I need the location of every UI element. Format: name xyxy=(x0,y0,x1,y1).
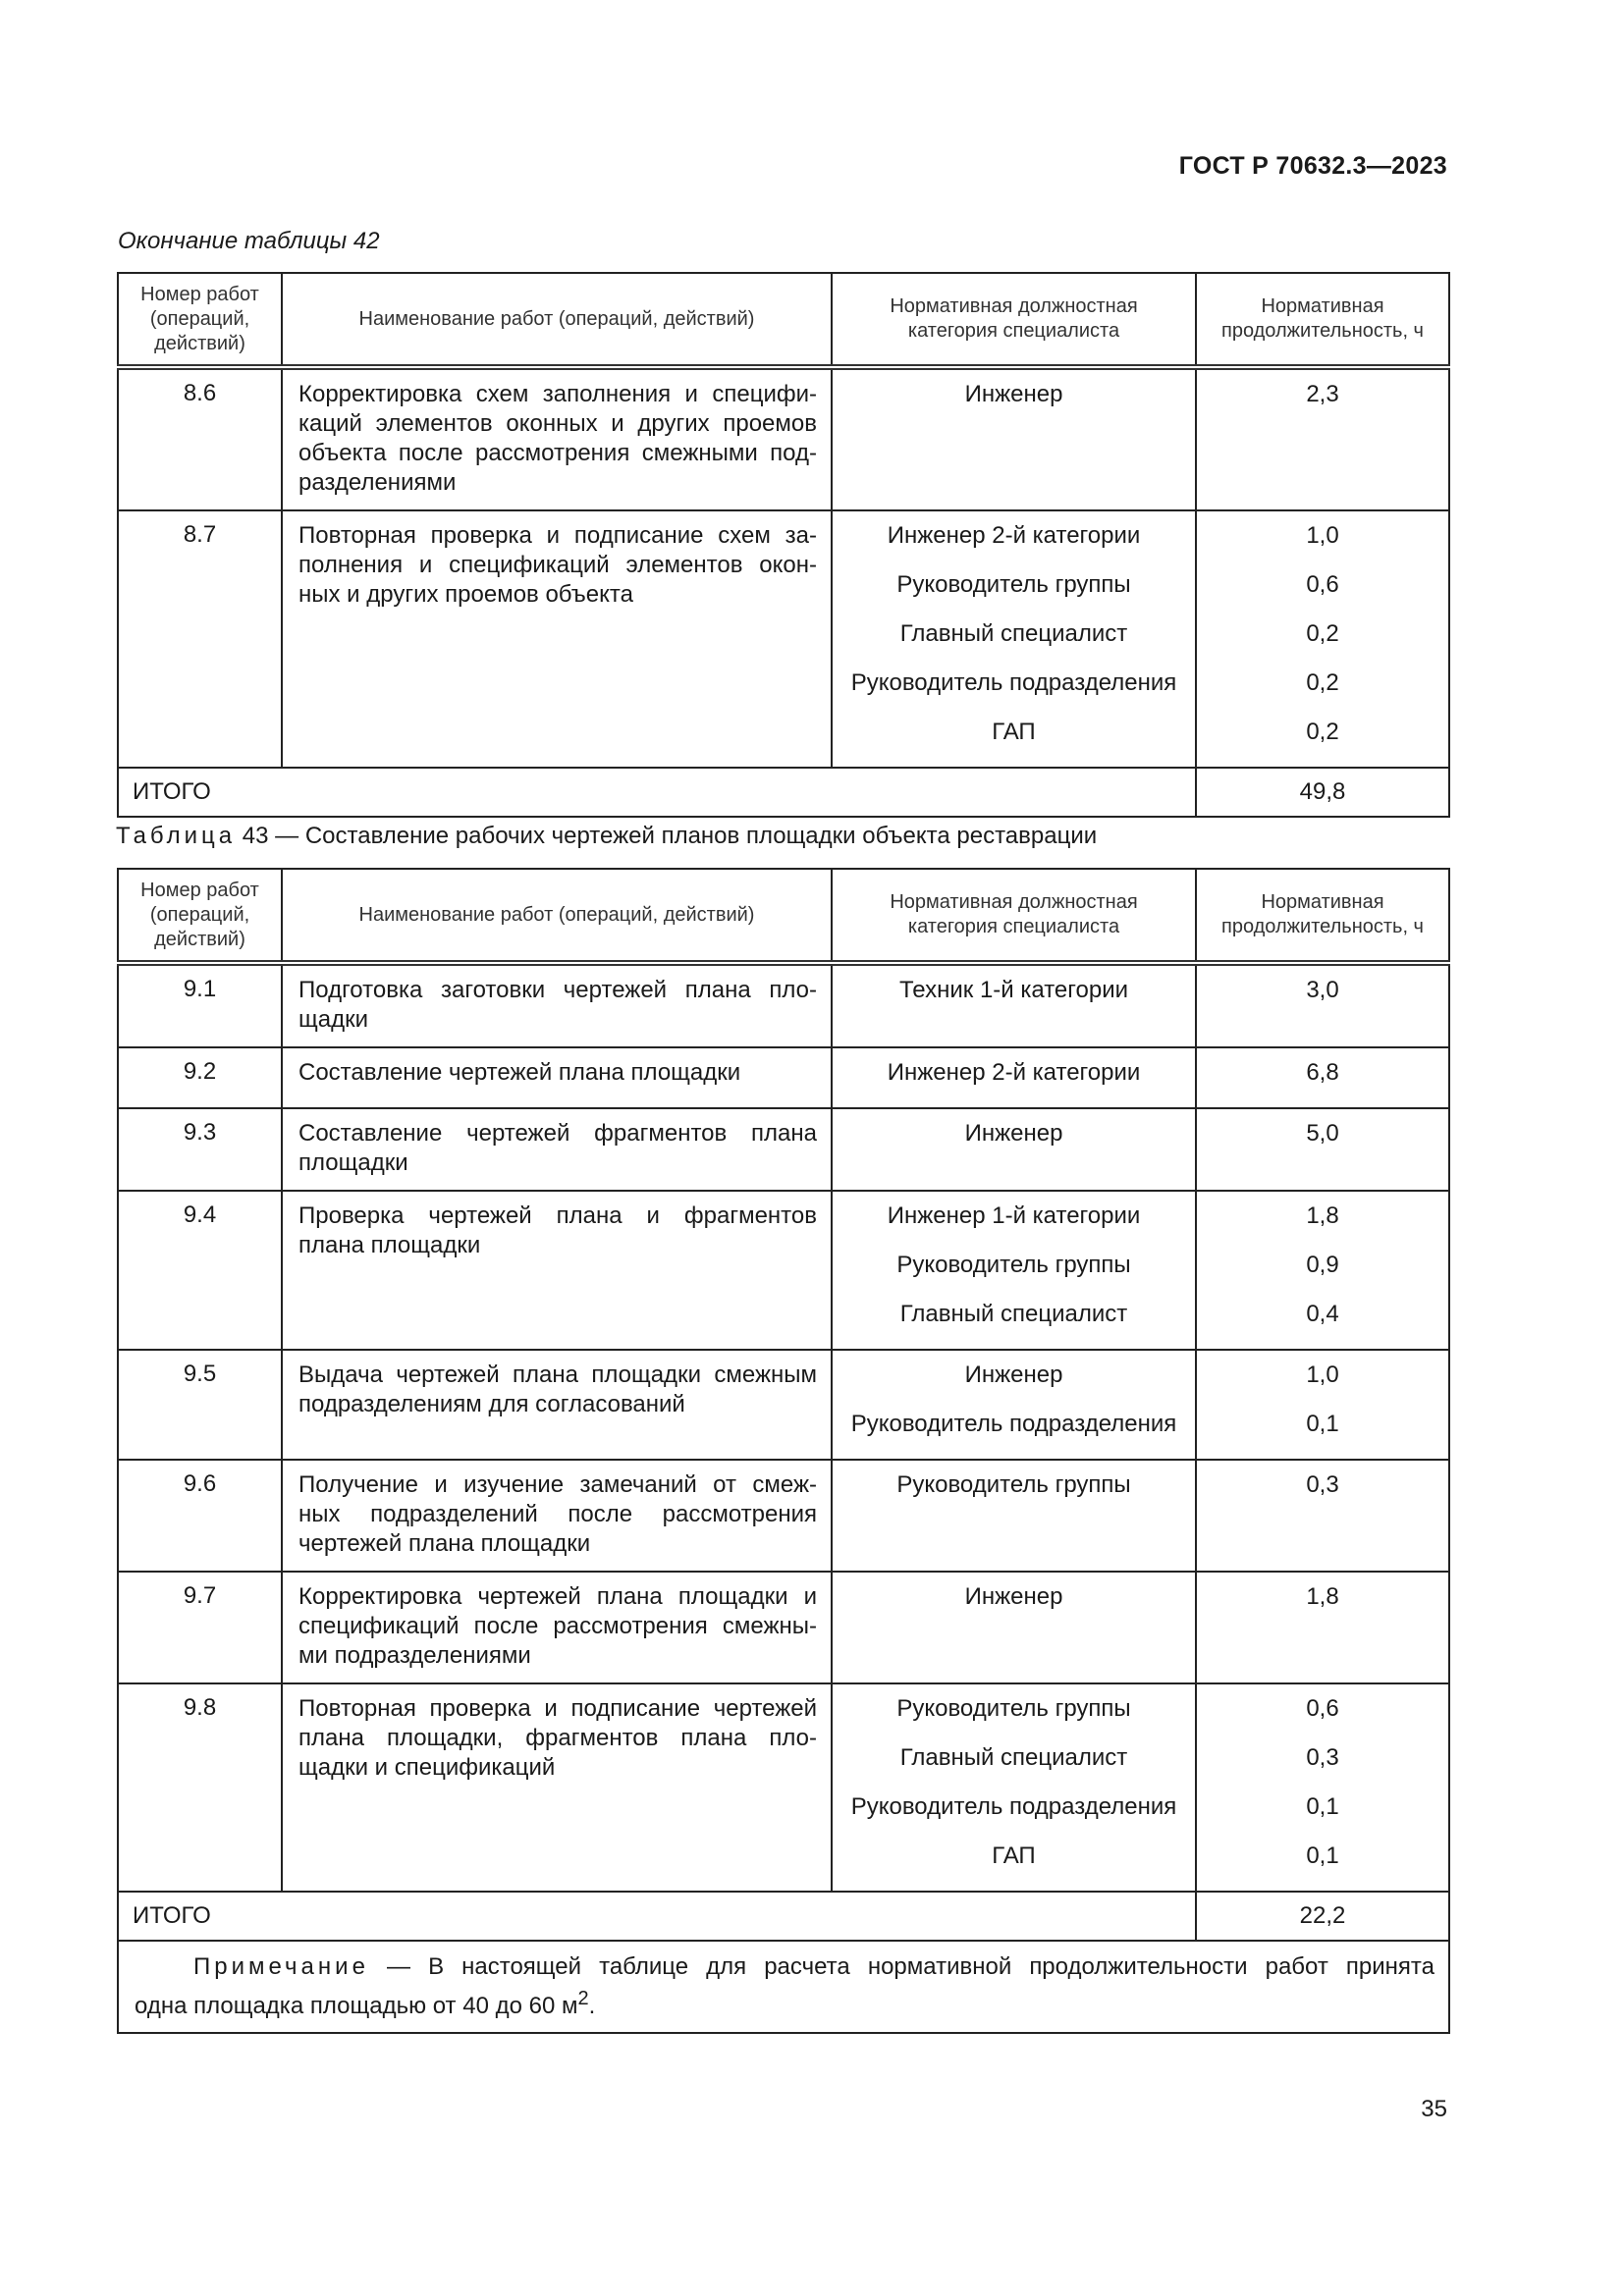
duration-cell xyxy=(1196,1108,1449,1191)
work-name-line: плана площадки xyxy=(298,1232,481,1258)
work-name-cell xyxy=(282,1683,832,1892)
header-work-name: Наименование работ (операций, действий) xyxy=(282,273,832,367)
header-specialist-category: Нормативная должностная категория специалиста xyxy=(832,273,1196,367)
work-number-cell: 9.8 xyxy=(118,1683,282,1892)
work-name-line: Корректировка чертежей плана площадки и xyxy=(298,1583,817,1610)
work-name-cell xyxy=(282,1108,832,1191)
duration-value: 0,1 xyxy=(1306,1411,1339,1437)
table-row xyxy=(118,1683,1449,1892)
header-specialist-category: Нормативная должностная категория специалиста xyxy=(832,869,1196,963)
specialist-category-cell xyxy=(832,1683,1196,1892)
specialist-category-cell xyxy=(832,1460,1196,1572)
table-row xyxy=(118,1191,1449,1350)
specialist-category: Руководитель подразделения xyxy=(850,669,1177,696)
specialist-category: Руководитель группы xyxy=(896,1252,1131,1278)
work-name-line: площадки xyxy=(298,1149,408,1176)
work-number-cell: 9.3 xyxy=(118,1108,282,1191)
specialist-category: Руководитель группы xyxy=(896,1471,1131,1498)
specialist-category-cell xyxy=(832,367,1196,510)
table-row xyxy=(118,1460,1449,1572)
note-text-2: одна площадка площадью от 40 до 60 м xyxy=(135,1993,578,2019)
duration-value: 0,6 xyxy=(1306,1695,1339,1722)
specialist-category: Главный специалист xyxy=(899,1744,1128,1771)
work-name-line: Выдача чертежей плана площадки смежным xyxy=(298,1362,817,1388)
work-name-line: Составление чертежей фрагментов плана xyxy=(298,1120,817,1147)
specialist-category: Руководитель подразделения xyxy=(850,1793,1177,1820)
work-name-cell xyxy=(282,1460,832,1572)
table-row xyxy=(118,1572,1449,1683)
work-name-cell xyxy=(282,367,832,510)
specialist-category: Инженер xyxy=(964,1120,1063,1147)
specialist-category: Инженер xyxy=(964,1362,1063,1388)
specialist-category: ГАП xyxy=(992,1842,1036,1869)
specialist-category: Инженер 2-й категории xyxy=(887,1059,1141,1086)
table-header-row xyxy=(118,273,1449,367)
duration-value: 0,9 xyxy=(1306,1252,1339,1278)
duration-value: 0,1 xyxy=(1306,1842,1339,1869)
duration-cell xyxy=(1196,963,1449,1047)
work-name-line: щадки xyxy=(298,1006,369,1033)
duration-value: 1,8 xyxy=(1306,1202,1339,1229)
specialist-category: Руководитель группы xyxy=(896,1695,1131,1722)
total-value: 22,2 xyxy=(1196,1892,1449,1941)
total-value: 49,8 xyxy=(1196,768,1449,817)
header-duration: Нормативная продолжительность, ч xyxy=(1196,273,1449,367)
table-row xyxy=(118,510,1449,768)
work-number-cell: 9.5 xyxy=(118,1350,282,1460)
duration-value: 0,2 xyxy=(1306,719,1339,745)
table-total-row xyxy=(118,768,1449,817)
work-name-cell xyxy=(282,1191,832,1350)
work-name-line: Проверка чертежей плана и фрагментов xyxy=(298,1202,817,1229)
work-name-line: щадки и спецификаций xyxy=(298,1754,556,1781)
work-name-line: каций элементов оконных и других проемов xyxy=(298,410,817,437)
total-label: ИТОГО xyxy=(118,768,1196,817)
specialist-category: Инженер 2-й категории xyxy=(887,522,1141,549)
work-number-cell: 9.4 xyxy=(118,1191,282,1350)
specialist-category-cell xyxy=(832,963,1196,1047)
specialist-category-cell xyxy=(832,1108,1196,1191)
duration-value: 3,0 xyxy=(1306,977,1339,1003)
document-code: ГОСТ Р 70632.3—2023 xyxy=(1178,152,1447,180)
work-name-line: объекта после рассмотрения смежными под- xyxy=(298,440,817,466)
work-name-line: чертежей плана площадки xyxy=(298,1530,591,1557)
duration-cell xyxy=(1196,510,1449,768)
note-superscript: 2 xyxy=(577,1988,589,2009)
specialist-category: Инженер xyxy=(964,1583,1063,1610)
duration-value: 0,2 xyxy=(1306,669,1339,696)
duration-value: 1,0 xyxy=(1306,1362,1339,1388)
work-name-line: Получение и изучение замечаний от смеж- xyxy=(298,1471,817,1498)
header-work-number: Номер работ (операций, действий) xyxy=(118,869,282,963)
work-number-cell: 9.1 xyxy=(118,963,282,1047)
specialist-category: Главный специалист xyxy=(899,1301,1128,1327)
duration-cell xyxy=(1196,1460,1449,1572)
work-name-line: полнения и спецификаций элементов окон- xyxy=(298,552,817,578)
table-row xyxy=(118,367,1449,510)
specialist-category: Техник 1-й категории xyxy=(898,977,1129,1003)
work-name-line: подразделениям для согласований xyxy=(298,1391,685,1417)
table-note-row xyxy=(118,1941,1449,2033)
work-number-cell: 9.2 xyxy=(118,1047,282,1108)
duration-value: 0,4 xyxy=(1306,1301,1339,1327)
duration-value: 0,3 xyxy=(1306,1471,1339,1498)
duration-value: 0,2 xyxy=(1306,620,1339,647)
duration-value: 1,0 xyxy=(1306,522,1339,549)
work-name-line: ных подразделений после рассмотрения xyxy=(298,1501,817,1527)
header-duration: Нормативная продолжительность, ч xyxy=(1196,869,1449,963)
duration-value: 0,1 xyxy=(1306,1793,1339,1820)
work-name-line: Повторная проверка и подписание чертежей xyxy=(298,1695,817,1722)
specialist-category: Инженер xyxy=(964,381,1063,407)
duration-cell xyxy=(1196,1191,1449,1350)
table-42-continuation-label: Окончание таблицы 42 xyxy=(118,228,380,254)
total-label: ИТОГО xyxy=(118,1892,1196,1941)
duration-value: 0,3 xyxy=(1306,1744,1339,1771)
work-name-cell xyxy=(282,510,832,768)
table-row xyxy=(118,1350,1449,1460)
specialist-category: Главный специалист xyxy=(899,620,1128,647)
work-number-cell: 8.7 xyxy=(118,510,282,768)
table-row xyxy=(118,963,1449,1047)
work-name-line: ми подразделениями xyxy=(298,1642,531,1669)
duration-value: 0,6 xyxy=(1306,571,1339,598)
work-name-line: плана площадки, фрагментов плана пло- xyxy=(298,1725,817,1751)
duration-cell xyxy=(1196,1350,1449,1460)
work-number-cell: 9.6 xyxy=(118,1460,282,1572)
header-work-number: Номер работ (операций, действий) xyxy=(118,273,282,367)
specialist-category: Руководитель подразделения xyxy=(850,1411,1177,1437)
note-label: Примечание xyxy=(193,1953,369,1980)
note-line xyxy=(135,1983,1435,2022)
table-43 xyxy=(117,868,1450,2034)
work-name-cell xyxy=(282,1350,832,1460)
work-name-line: Повторная проверка и подписание схем за- xyxy=(298,522,817,549)
specialist-category: ГАП xyxy=(992,719,1036,745)
table-row xyxy=(118,1047,1449,1108)
specialist-category-cell xyxy=(832,1047,1196,1108)
duration-cell xyxy=(1196,1572,1449,1683)
table-header-row xyxy=(118,869,1449,963)
table-43-caption-prefix: Таблица xyxy=(116,823,237,849)
table-42 xyxy=(117,272,1450,818)
table-43-caption xyxy=(116,823,1097,850)
specialist-category-cell xyxy=(832,1350,1196,1460)
specialist-category: Руководитель группы xyxy=(896,571,1131,598)
work-name-line: Составление чертежей плана площадки xyxy=(298,1059,741,1086)
work-name-cell xyxy=(282,1047,832,1108)
duration-cell xyxy=(1196,1047,1449,1108)
work-name-line: разделениями xyxy=(298,469,457,496)
specialist-category-cell xyxy=(832,510,1196,768)
note-end: . xyxy=(588,1993,596,2019)
note-line xyxy=(135,1951,1435,1983)
note-text-1: — В настоящей таблице для расчета нормативной продолжительности работ принята xyxy=(387,1953,1435,1980)
table-total-row xyxy=(118,1892,1449,1941)
duration-value: 2,3 xyxy=(1306,381,1339,407)
work-name-line: ных и других проемов объекта xyxy=(298,581,633,608)
duration-cell xyxy=(1196,367,1449,510)
work-number-cell: 9.7 xyxy=(118,1572,282,1683)
page-number: 35 xyxy=(1421,2096,1447,2122)
specialist-category: Инженер 1-й категории xyxy=(887,1202,1141,1229)
work-name-line: Корректировка схем заполнения и специфи- xyxy=(298,381,817,407)
table-43-caption-text: 43 — Составление рабочих чертежей планов площадки объекта реставрации xyxy=(242,823,1098,849)
duration-cell xyxy=(1196,1683,1449,1892)
work-number-cell: 8.6 xyxy=(118,367,282,510)
specialist-category-cell xyxy=(832,1191,1196,1350)
duration-value: 6,8 xyxy=(1306,1059,1339,1086)
table-note xyxy=(118,1941,1449,2033)
table-row xyxy=(118,1108,1449,1191)
specialist-category-cell xyxy=(832,1572,1196,1683)
work-name-line: спецификаций после рассмотрения смежны- xyxy=(298,1613,817,1639)
header-work-name: Наименование работ (операций, действий) xyxy=(282,869,832,963)
duration-value: 1,8 xyxy=(1306,1583,1339,1610)
work-name-cell xyxy=(282,963,832,1047)
work-name-cell xyxy=(282,1572,832,1683)
work-name-line: Подготовка заготовки чертежей плана пло- xyxy=(298,977,817,1003)
duration-value: 5,0 xyxy=(1306,1120,1339,1147)
